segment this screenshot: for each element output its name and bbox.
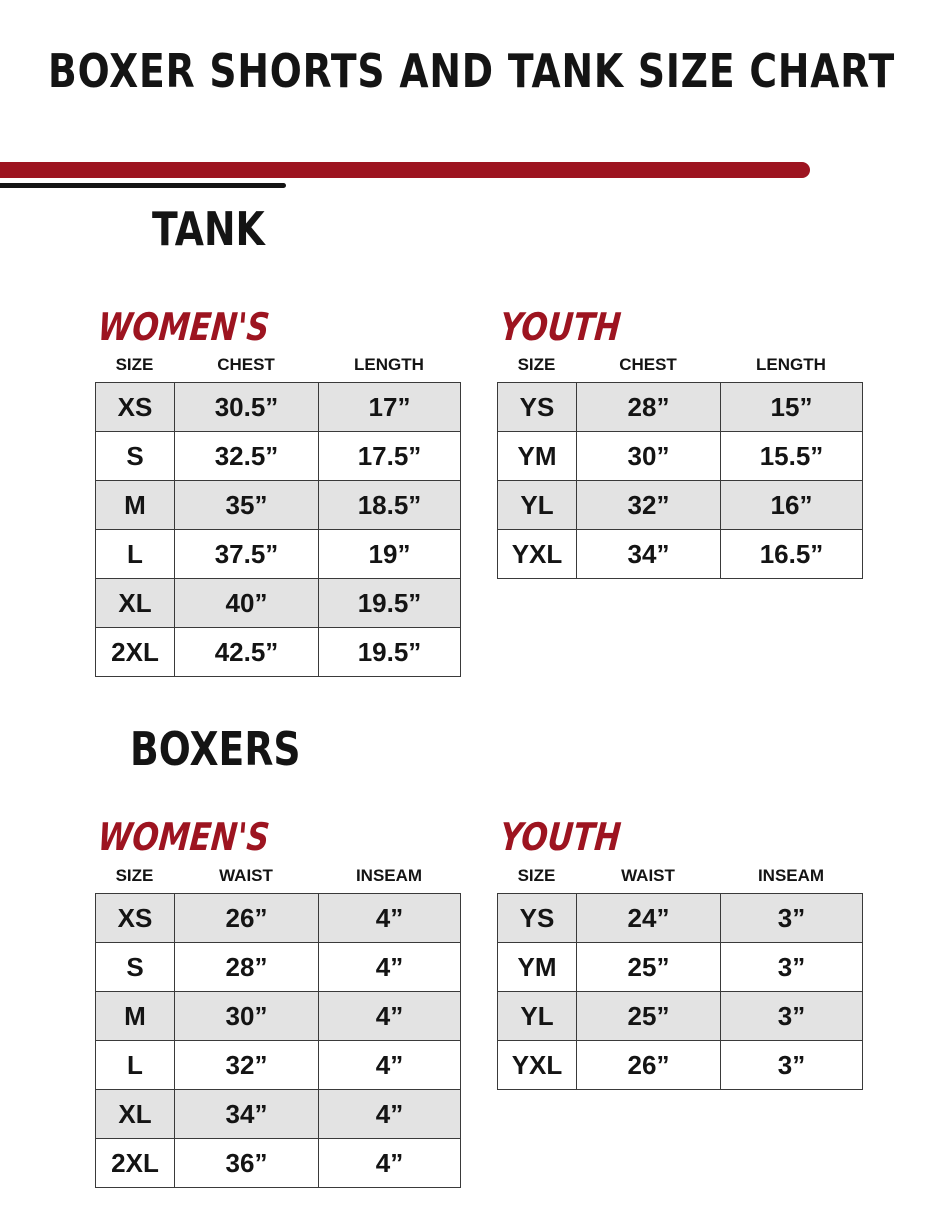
table-row bbox=[96, 579, 461, 628]
inseam-cell: 3” bbox=[721, 943, 863, 992]
length-cell: 17” bbox=[319, 383, 461, 432]
inseam-cell: 3” bbox=[721, 894, 863, 943]
column-header: SIZE bbox=[115, 355, 154, 374]
table-row bbox=[96, 992, 461, 1041]
inseam-cell: 4” bbox=[319, 894, 461, 943]
table-row bbox=[96, 530, 461, 579]
tank-youth-label: YOUTH bbox=[498, 305, 623, 349]
size-cell: YL bbox=[498, 481, 577, 530]
table-row bbox=[498, 432, 863, 481]
length-cell: 15.5” bbox=[721, 432, 863, 481]
chest-cell: 28” bbox=[577, 383, 721, 432]
size-cell: YL bbox=[498, 992, 577, 1041]
size-cell: L bbox=[96, 530, 175, 579]
inseam-cell: 4” bbox=[319, 1041, 461, 1090]
table-row bbox=[96, 383, 461, 432]
table-row bbox=[498, 1041, 863, 1090]
size-cell: XS bbox=[96, 894, 175, 943]
size-cell: YM bbox=[498, 432, 577, 481]
table-row bbox=[498, 383, 863, 432]
table-row bbox=[96, 1139, 461, 1188]
length-cell: 15” bbox=[721, 383, 863, 432]
chest-cell: 32” bbox=[577, 481, 721, 530]
boxers-youth-table bbox=[497, 893, 863, 1090]
column-header: SIZE bbox=[517, 866, 556, 885]
waist-cell: 25” bbox=[577, 943, 721, 992]
inseam-cell: 3” bbox=[721, 1041, 863, 1090]
waist-cell: 36” bbox=[175, 1139, 319, 1188]
column-header: WAIST bbox=[219, 866, 273, 885]
chest-cell: 40” bbox=[175, 579, 319, 628]
chest-cell: 35” bbox=[175, 481, 319, 530]
chest-cell: 30” bbox=[577, 432, 721, 481]
table-row bbox=[498, 530, 863, 579]
column-header: WAIST bbox=[621, 866, 675, 885]
waist-cell: 25” bbox=[577, 992, 721, 1041]
boxers-section-title: BOXERS bbox=[130, 722, 301, 776]
boxers-womens-label: WOMEN'S bbox=[96, 815, 272, 859]
size-cell: YS bbox=[498, 383, 577, 432]
accent-bar-black bbox=[0, 183, 286, 188]
tank-youth-table bbox=[497, 382, 863, 579]
column-header: INSEAM bbox=[355, 866, 423, 885]
tank-youth-column-headers bbox=[497, 355, 862, 375]
length-cell: 17.5” bbox=[319, 432, 461, 481]
table-row bbox=[96, 1041, 461, 1090]
chest-cell: 32.5” bbox=[175, 432, 319, 481]
size-cell: YXL bbox=[498, 1041, 577, 1090]
page-title: BOXER SHORTS AND TANK SIZE CHART bbox=[48, 44, 896, 98]
size-cell: YXL bbox=[498, 530, 577, 579]
table-row bbox=[498, 894, 863, 943]
inseam-cell: 4” bbox=[319, 1090, 461, 1139]
waist-cell: 26” bbox=[175, 894, 319, 943]
waist-cell: 28” bbox=[175, 943, 319, 992]
boxers-youth-column-headers bbox=[497, 866, 862, 886]
boxers-womens-column-headers bbox=[95, 866, 460, 886]
table-row bbox=[96, 628, 461, 677]
tank-womens-label: WOMEN'S bbox=[96, 305, 272, 349]
waist-cell: 30” bbox=[175, 992, 319, 1041]
table-row bbox=[96, 1090, 461, 1139]
table-row bbox=[96, 943, 461, 992]
length-cell: 16” bbox=[721, 481, 863, 530]
size-cell: M bbox=[96, 992, 175, 1041]
size-cell: S bbox=[96, 943, 175, 992]
size-cell: XL bbox=[96, 1090, 175, 1139]
inseam-cell: 3” bbox=[721, 992, 863, 1041]
inseam-cell: 4” bbox=[319, 992, 461, 1041]
size-cell: 2XL bbox=[96, 628, 175, 677]
size-cell: YM bbox=[498, 943, 577, 992]
column-header: CHEST bbox=[619, 355, 677, 374]
length-cell: 19.5” bbox=[319, 579, 461, 628]
column-header: LENGTH bbox=[354, 355, 424, 374]
waist-cell: 34” bbox=[175, 1090, 319, 1139]
size-cell: S bbox=[96, 432, 175, 481]
tank-womens-table bbox=[95, 382, 461, 677]
waist-cell: 24” bbox=[577, 894, 721, 943]
length-cell: 19” bbox=[319, 530, 461, 579]
length-cell: 16.5” bbox=[721, 530, 863, 579]
size-cell: L bbox=[96, 1041, 175, 1090]
table-row bbox=[96, 894, 461, 943]
boxers-youth-label: YOUTH bbox=[498, 815, 623, 859]
chest-cell: 30.5” bbox=[175, 383, 319, 432]
tank-section-title: TANK bbox=[152, 202, 265, 256]
boxers-womens-table bbox=[95, 893, 461, 1188]
size-cell: XS bbox=[96, 383, 175, 432]
chest-cell: 34” bbox=[577, 530, 721, 579]
accent-bar-red bbox=[0, 162, 810, 178]
length-cell: 19.5” bbox=[319, 628, 461, 677]
table-row bbox=[96, 432, 461, 481]
column-header: LENGTH bbox=[756, 355, 826, 374]
inseam-cell: 4” bbox=[319, 943, 461, 992]
size-cell: YS bbox=[498, 894, 577, 943]
chest-cell: 37.5” bbox=[175, 530, 319, 579]
table-row bbox=[498, 481, 863, 530]
size-cell: 2XL bbox=[96, 1139, 175, 1188]
size-cell: M bbox=[96, 481, 175, 530]
inseam-cell: 4” bbox=[319, 1139, 461, 1188]
tank-womens-column-headers bbox=[95, 355, 460, 375]
size-cell: XL bbox=[96, 579, 175, 628]
length-cell: 18.5” bbox=[319, 481, 461, 530]
waist-cell: 26” bbox=[577, 1041, 721, 1090]
table-row bbox=[498, 992, 863, 1041]
waist-cell: 32” bbox=[175, 1041, 319, 1090]
column-header: SIZE bbox=[115, 866, 154, 885]
table-row bbox=[96, 481, 461, 530]
column-header: CHEST bbox=[217, 355, 275, 374]
column-header: SIZE bbox=[517, 355, 556, 374]
table-row bbox=[498, 943, 863, 992]
chest-cell: 42.5” bbox=[175, 628, 319, 677]
column-header: INSEAM bbox=[757, 866, 825, 885]
